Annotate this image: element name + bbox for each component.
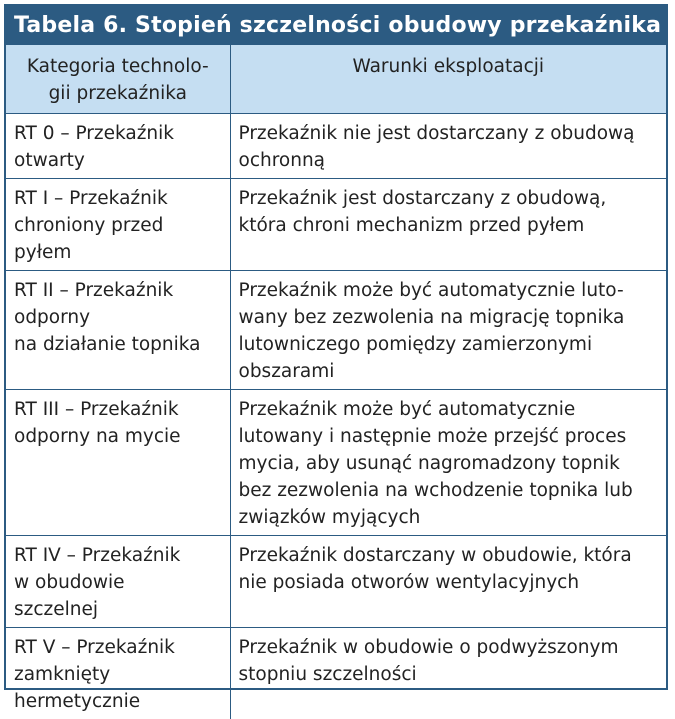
relay-sealing-table [6, 45, 666, 719]
header-row [6, 45, 666, 114]
category-cell: RT II – Przekaźnik odporny na działanie topnika [6, 271, 230, 390]
conditions-cell: Przekaźnik może być automatycznie luto- wany bez zezwolenia na migrację topnika lutowniczego pomiędzy zamierzonymi obszarami [230, 271, 666, 390]
header-conditions: Warunki eksploatacji [230, 45, 666, 114]
table-title: Tabela 6. Stopień szczelności obudowy przekaźnika [6, 6, 666, 45]
table-row [6, 390, 666, 536]
table-row [6, 179, 666, 271]
category-cell: RT III – Przekaźnik odporny na mycie [6, 390, 230, 536]
conditions-cell: Przekaźnik w obudowie o podwyższonym stopniu szczelności [230, 628, 666, 719]
table-frame [4, 4, 668, 690]
table-row [6, 628, 666, 719]
category-cell: RT 0 – Przekaźnik otwarty [6, 114, 230, 179]
table-row [6, 114, 666, 179]
category-cell: RT IV – Przekaźnik w obudowie szczelnej [6, 536, 230, 628]
header-category: Kategoria technolo- gii przekaźnika [6, 45, 230, 114]
category-cell: RT V – Przekaźnik zamknięty hermetycznie [6, 628, 230, 719]
conditions-cell: Przekaźnik jest dostarczany z obudową, która chroni mechanizm przed pyłem [230, 179, 666, 271]
category-cell: RT I – Przekaźnik chroniony przed pyłem [6, 179, 230, 271]
table-row [6, 271, 666, 390]
conditions-cell: Przekaźnik nie jest dostarczany z obudową ochronną [230, 114, 666, 179]
conditions-cell: Przekaźnik dostarczany w obudowie, która nie posiada otworów wentylacyjnych [230, 536, 666, 628]
conditions-cell: Przekaźnik może być automatycznie lutowany i następnie może przejść proces mycia, aby usunąć nagromadzony topnik bez zezwolenia na wchodzenie topnika lub związków myjących [230, 390, 666, 536]
table-row [6, 536, 666, 628]
